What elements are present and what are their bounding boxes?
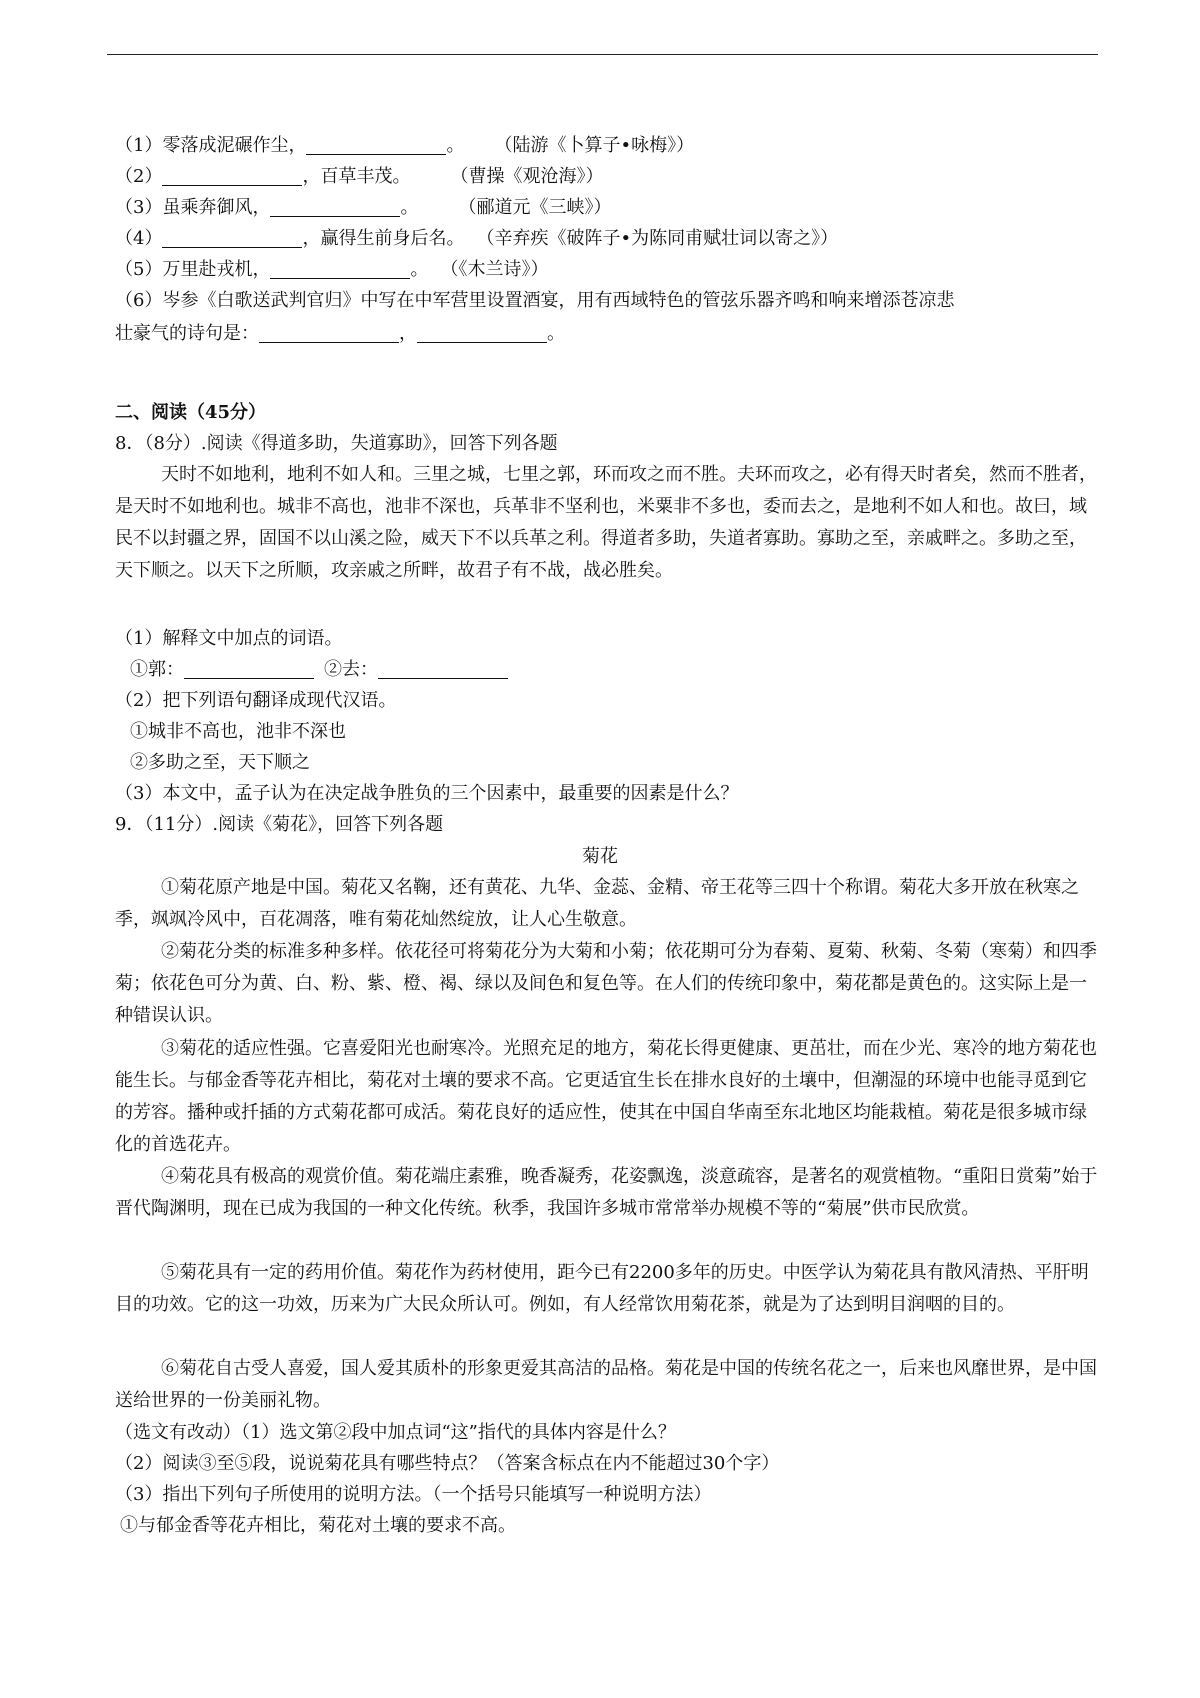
passage-paragraph-6: ⑥菊花自古受人喜爱，国人爱其质朴的形象更爱其高洁的品格。菊花是中国的传统名花之一，后来也风靡世界，是中国送给世界的一份美丽礼物。 xyxy=(115,1358,1097,1411)
answer-blank[interactable] xyxy=(162,163,302,186)
question-8-sub2-b: ②多助之至，天下顺之 xyxy=(130,752,310,773)
poetry-question-3: （3）虽乘奔御风， 。 （郦道元《三峡》） xyxy=(115,192,611,224)
question-8-sub3: （3）本文中，孟子认为在决定战争胜负的三个因素中，最重要的因素是什么？ xyxy=(115,783,739,804)
question-9-sub3-a: ①与郁金香等花卉相比，菊花对土壤的要求不高。 xyxy=(120,1515,516,1536)
passage-paragraph-2: ②菊花分类的标准多种多样。依花径可将菊花分为大菊和小菊；依花期可分为春菊、夏菊、秋菊、冬菊（寒菊）和四季菊；依花色可分为黄、白、粉、紫、橙、褐、绿以及间色和复色等。在人们的传统印象中，菊花都是黄色的。这实际上是一种错误认识。 xyxy=(115,941,1097,1026)
poetry-question-1: （1）零落成泥碾作尘， 。 （陆游《卜算子•咏梅》） xyxy=(115,130,694,162)
question-9-header: 9．（11分）.阅读《菊花》，回答下列各题 xyxy=(115,814,444,835)
answer-blank[interactable] xyxy=(378,656,508,679)
poetry-question-6: （6）岑参《白歌送武判官归》中写在中军营里设置酒宴，用有西域特色的管弦乐器齐鸣和响来增添苍凉悲 xyxy=(115,290,955,311)
header-rule xyxy=(107,54,1098,55)
question-8-sub1: （1）解释文中加点的词语。 xyxy=(115,628,343,649)
answer-blank[interactable] xyxy=(270,256,410,279)
question-9-sub3: （3）指出下列句子所使用的说明方法。（一个括号只能填写一种说明方法） xyxy=(115,1484,712,1505)
passage-paragraph-5: ⑤菊花具有一定的药用价值。菊花作为药材使用，距今已有2200多年的历史。中医学认为菊花具有散风清热、平肝明目的功效。它的这一功效，历来为广大民众所认可。例如，有人经常饮用菊花茶，就是为了达到明目润咽的目的。 xyxy=(115,1262,1089,1315)
poetry-question-2: （2） ，百草丰茂。 （曹操《观沧海》） xyxy=(115,161,603,193)
answer-blank[interactable] xyxy=(259,320,399,343)
question-9-sub1: （选文有改动）（1）选文第②段中加点词“这”指代的具体内容是什么？ xyxy=(115,1422,676,1443)
passage-paragraph-3: ③菊花的适应性强。它喜爱阳光也耐寒冷。光照充足的地方，菊花长得更健康、更茁壮，而在少光、寒冷的地方菊花也能生长。与郁金香等花卉相比，菊花对土壤的要求不高。它更适宜生长在排水良好的土壤中，但潮湿的环境中也能寻觅到它的芳容。播种或扦插的方式菊花都可成活。菊花良好的适应性，使其在中国自华南至东北地区均能栽植。菊花是很多城市绿化的首选花卉。 xyxy=(115,1038,1097,1155)
passage-paragraph-4: ④菊花具有极高的观赏价值。菊花端庄素雅，晚香凝秀，花姿飘逸，淡意疏容，是著名的观赏植物。“重阳日赏菊”始于晋代陶渊明，现在已成为我国的一种文化传统。秋季，我国许多城市常常举办规模不等的“菊展”供市民欣赏。 xyxy=(115,1166,1098,1219)
answer-blank[interactable] xyxy=(184,656,314,679)
question-8-header: 8．（8分）.阅读《得道多助，失道寡助》，回答下列各题 xyxy=(115,433,558,454)
question-8-sub2-a: ①城非不高也，池非不深也 xyxy=(130,721,346,742)
passage-title: 菊花 xyxy=(582,846,618,867)
section-title: 二、阅读（45分） xyxy=(115,402,267,423)
poetry-question-6-line2: 壮豪气的诗句是： ， 。 xyxy=(115,318,565,350)
question-9-sub2: （2）阅读③至⑤段，说说菊花具有哪些特点？（答案含标点在内不能超过30个字） xyxy=(115,1453,780,1474)
question-8-sub2: （2）把下列语句翻译成现代汉语。 xyxy=(115,690,397,711)
answer-blank[interactable] xyxy=(306,132,446,155)
poetry-question-4: （4） ，赢得生前身后名。 （辛弃疾《破阵子•为陈同甫赋壮词以寄之》） xyxy=(115,223,838,255)
answer-blank[interactable] xyxy=(270,194,400,217)
question-8-sub1-blanks: ①郭： ②去： xyxy=(130,654,508,686)
question-8-passage: 天时不如地利，地利不如人和。三里之城，七里之郭，环而攻之而不胜。夫环而攻之，必有得天时者矣，然而不胜者，是天时不如地利也。城非不高也，池非不深也，兵革非不坚利也，米粟非不多也，委而去之，是地利不如人和也。故曰，域民不以封疆之界，固国不以山溪之险，威天下不以兵革之利。得道者多助，失道者寡助。寡助之至，亲戚畔之。多助之至，天下顺之。以天下之所顺，攻亲戚之所畔，故君子有不战，战必胜矣。 xyxy=(115,464,1097,581)
poetry-question-5: （5）万里赴戎机， 。 （《木兰诗》） xyxy=(115,254,548,286)
answer-blank[interactable] xyxy=(162,225,302,248)
passage-paragraph-1: ①菊花原产地是中国。菊花又名鞠，还有黄花、九华、金蕊、金精、帝王花等三四十个称谓。菊花大多开放在秋寒之季，飒飒冷风中，百花凋落，唯有菊花灿然绽放，让人心生敬意。 xyxy=(115,877,1079,930)
answer-blank[interactable] xyxy=(417,320,547,343)
